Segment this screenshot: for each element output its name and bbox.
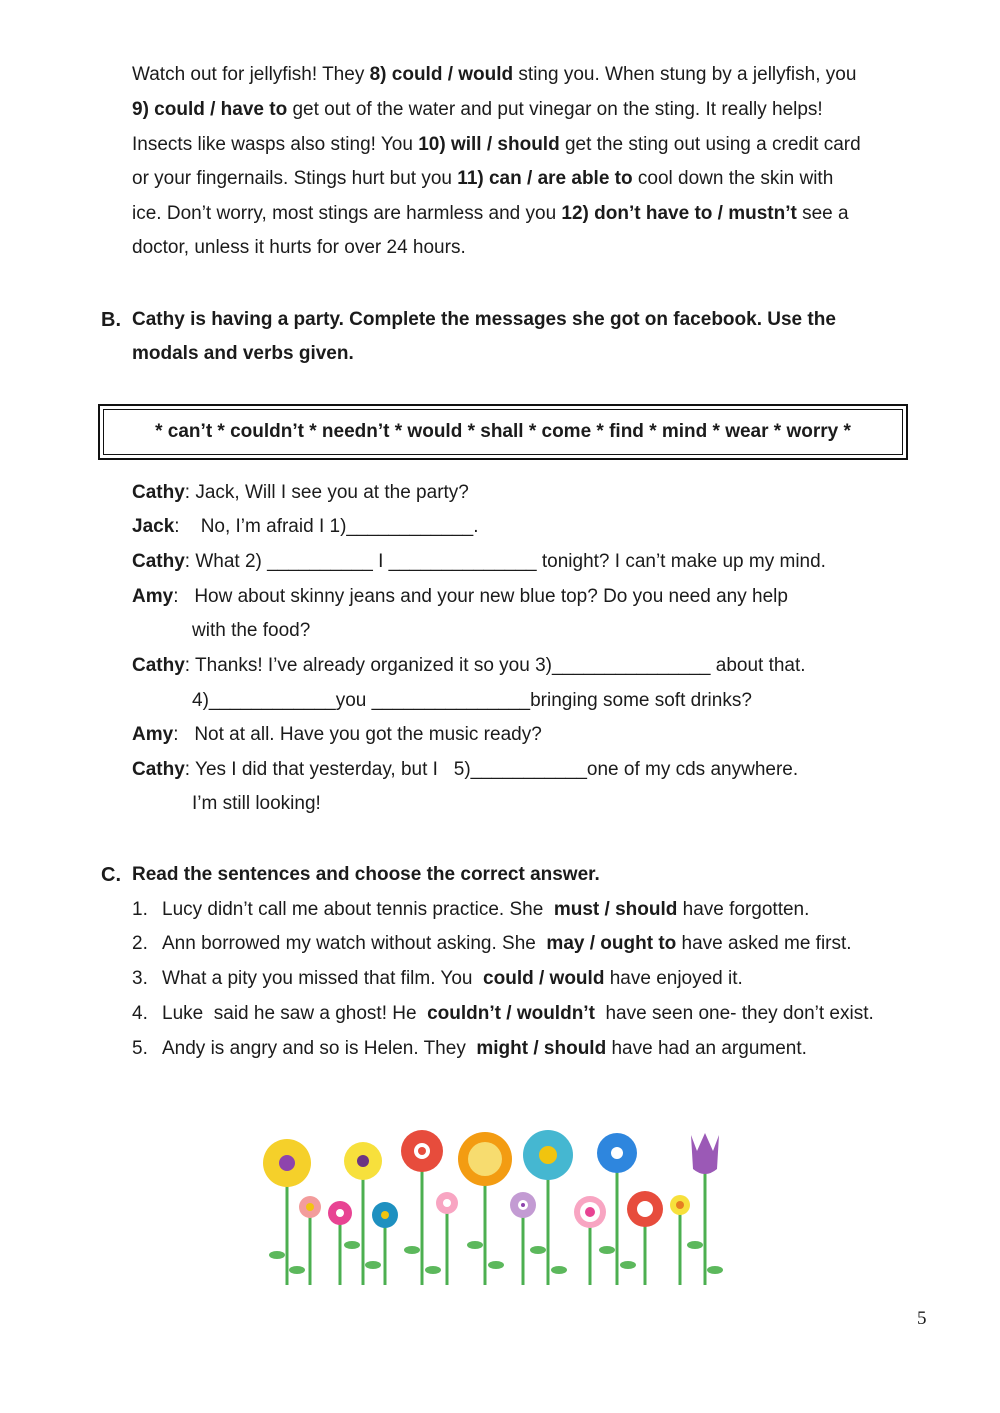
item-number: 1. (132, 899, 148, 920)
dialogue-text: How about skinny jeans and your new blue top? Do you need any help (194, 586, 788, 607)
dialogue-text: I’m still looking! (192, 793, 321, 814)
list-item: 2. Ann borrowed my watch without asking. She may / ought to have asked me first. (132, 933, 852, 954)
speaker-name: Cathy (132, 551, 185, 572)
dialogue-text: with the food? (192, 620, 311, 641)
dialogue-line: Amy: Not at all. Have you got the music ready? (132, 724, 542, 745)
choice-12[interactable]: 12) don’t have to / mustn’t (561, 203, 797, 224)
section-a-line-4: or your fingernails. Stings hurt but you 11) can / are able to cool down the skin with (132, 168, 834, 189)
speaker-name: Cathy (132, 482, 185, 503)
section-a-line-3: Insects like wasps also sting! You 10) will / should get the sting out using a credit card (132, 134, 861, 155)
answer-choice[interactable]: may / ought to (546, 933, 677, 954)
dialogue-continuation (192, 619, 310, 643)
section-a-line-1: Watch out for jellyfish! They 8) could / would sting you. When stung by a jellyfish, you (132, 64, 857, 85)
choice-8[interactable]: 8) could / would (369, 64, 514, 85)
dialogue-text[interactable]: No, I’m afraid I 1)____________. (200, 516, 479, 537)
list-item: 4. Luke said he saw a ghost! He couldn’t / wouldn’t have seen one- they don’t exist. (132, 1003, 874, 1024)
dialogue-line: Cathy: Yes I did that yesterday, but I 5)___________one of my cds anywhere. (132, 759, 799, 780)
dialogue-text[interactable]: Thanks! I’ve already organized it so you 3)_______________ about that. (195, 655, 806, 676)
section-c-instruction: Read the sentences and choose the correct answer. (132, 864, 600, 885)
answer-choice[interactable]: couldn’t / wouldn’t (427, 1003, 595, 1024)
speaker-name: Amy (132, 724, 174, 745)
speaker-name: Jack (132, 516, 175, 537)
item-number: 5. (132, 1038, 148, 1059)
section-b-instruction-2: modals and verbs given. (132, 343, 354, 364)
item-number: 4. (132, 1003, 148, 1024)
section-a-line-6: doctor, unless it hurts for over 24 hours. (132, 237, 466, 258)
dialogue-continuation (192, 792, 321, 816)
dialogue-text[interactable]: 4)____________you _______________bringing some soft drinks? (192, 690, 752, 711)
dialogue-text[interactable]: Yes I did that yesterday, but I 5)___________one of my cds anywhere. (195, 759, 799, 780)
page-number: 5 (917, 1308, 927, 1329)
flowers-illustration (255, 1125, 735, 1290)
dialogue-continuation (192, 689, 752, 713)
answer-choice[interactable]: might / should (476, 1038, 607, 1059)
speaker-name: Cathy (132, 655, 185, 676)
item-number: 2. (132, 933, 148, 954)
dialogue-line: Jack: No, I’m afraid I 1)____________. (132, 516, 479, 537)
dialogue-text: Not at all. Have you got the music ready? (194, 724, 542, 745)
dialogue-line: Cathy: Thanks! I’ve already organized it so you 3)_______________ about that. (132, 655, 806, 676)
answer-choice[interactable]: could / would (483, 968, 605, 989)
speaker-name: Amy (132, 586, 174, 607)
dialogue-line: Cathy: Jack, Will I see you at the party? (132, 482, 469, 503)
dialogue-line: Amy: How about skinny jeans and your new blue top? Do you need any help (132, 586, 788, 607)
dialogue-line: Cathy: What 2) __________ I ______________ tonight? I can’t make up my mind. (132, 551, 826, 572)
dialogue-text[interactable]: What 2) __________ I ______________ tonight? I can’t make up my mind. (195, 551, 826, 572)
section-a-line-5: ice. Don’t worry, most stings are harmless and you 12) don’t have to / mustn’t see a (132, 203, 849, 224)
word-box (98, 404, 908, 460)
list-item: 3. What a pity you missed that film. You could / would have enjoyed it. (132, 968, 743, 989)
word-box-text: * can’t * couldn’t * needn’t * would * shall * come * find * mind * wear * worry * (103, 409, 903, 455)
list-item: 1. Lucy didn’t call me about tennis practice. She must / should have forgotten. (132, 899, 810, 920)
answer-choice[interactable]: must / should (553, 899, 678, 920)
item-number: 3. (132, 968, 148, 989)
list-item: 5. Andy is angry and so is Helen. They might / should have had an argument. (132, 1038, 807, 1059)
choice-9[interactable]: 9) could / have to (132, 99, 288, 120)
section-c-letter: C. (101, 864, 121, 886)
section-b-letter: B. (101, 309, 121, 331)
section-a-line-2: 9) could / have to get out of the water and put vinegar on the sting. It really helps! (132, 99, 823, 120)
choice-10[interactable]: 10) will / should (418, 134, 560, 155)
speaker-name: Cathy (132, 759, 185, 780)
dialogue-text: Jack, Will I see you at the party? (195, 482, 469, 503)
section-b-instruction-1: Cathy is having a party. Complete the messages she got on facebook. Use the (132, 309, 836, 330)
choice-11[interactable]: 11) can / are able to (457, 168, 633, 189)
